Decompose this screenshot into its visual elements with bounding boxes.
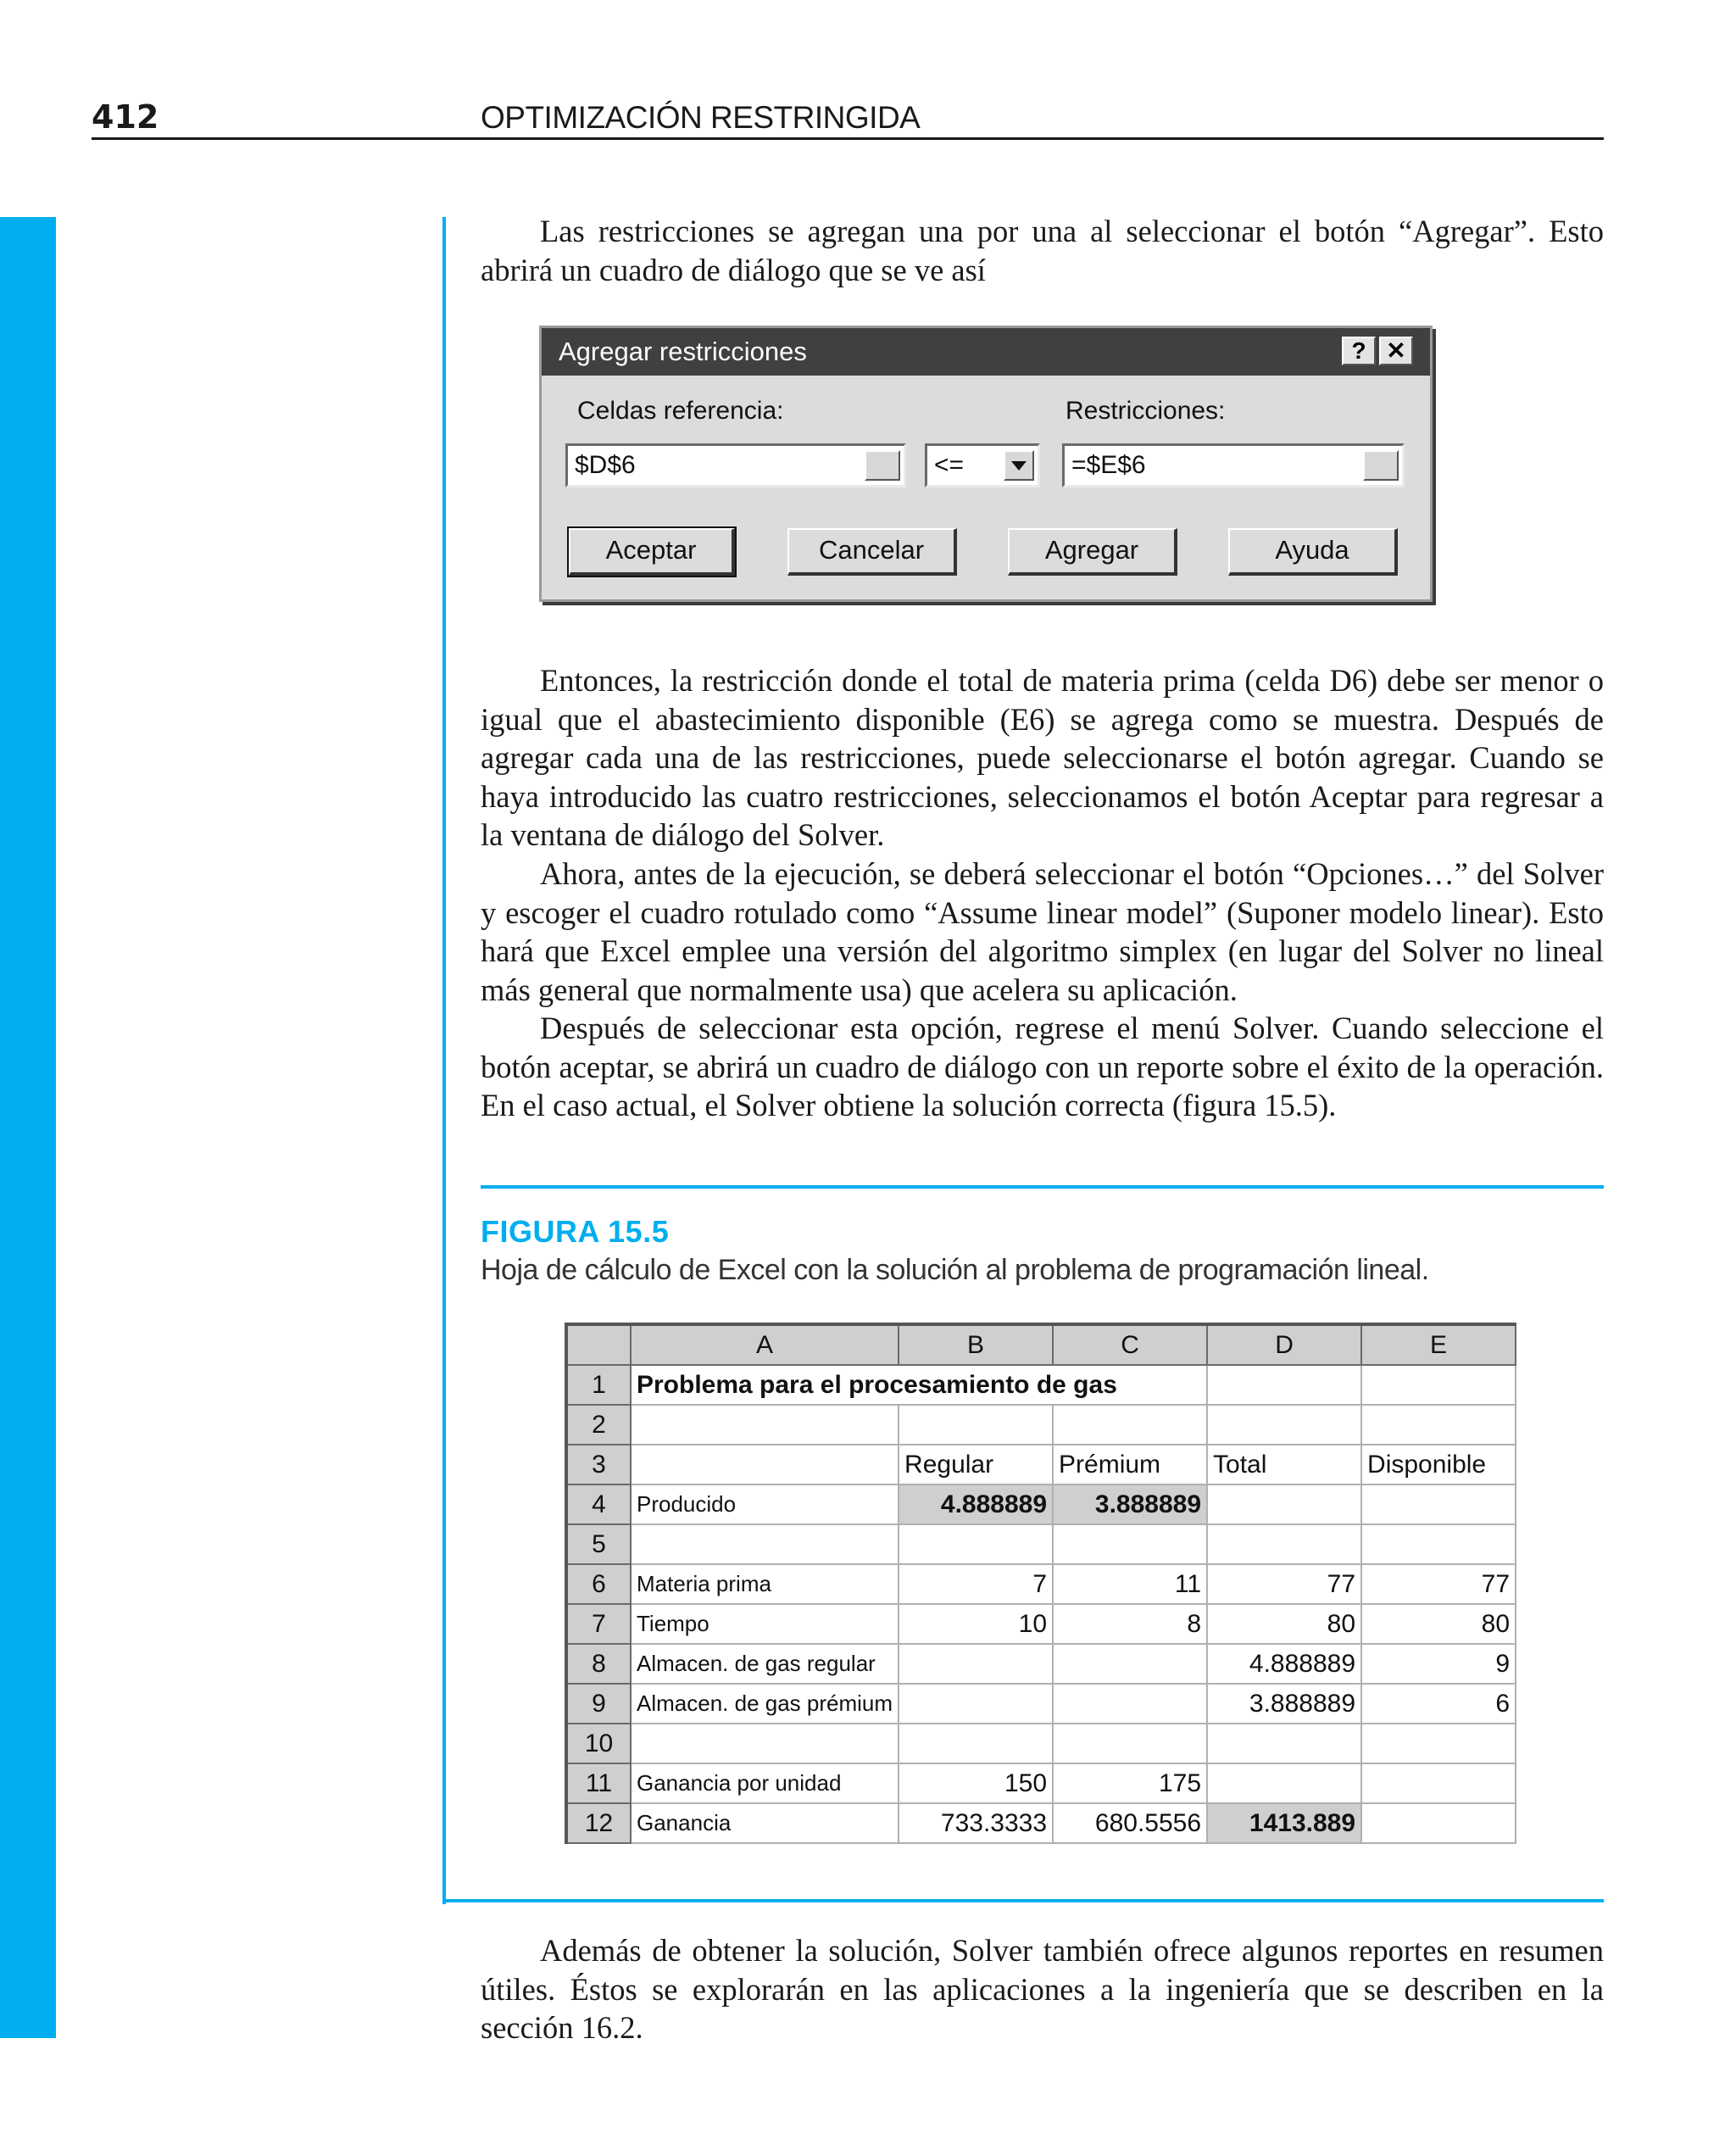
- cell[interactable]: [1361, 1405, 1516, 1445]
- row-header[interactable]: 1: [566, 1365, 631, 1405]
- cell[interactable]: [1053, 1405, 1207, 1445]
- collapse-dialog-icon[interactable]: [865, 450, 900, 481]
- constraint-input[interactable]: [1062, 443, 1405, 487]
- cell[interactable]: Regular: [899, 1445, 1053, 1484]
- cell-reference-input[interactable]: [565, 443, 906, 487]
- table-row: [566, 1604, 1516, 1644]
- cell[interactable]: [1053, 1684, 1207, 1724]
- cell[interactable]: Prémium: [1053, 1445, 1207, 1484]
- operator-value: <=: [934, 451, 965, 479]
- cell[interactable]: [1053, 1724, 1207, 1763]
- cell[interactable]: 11: [1053, 1564, 1207, 1604]
- cancel-button[interactable]: Cancelar: [787, 528, 957, 576]
- paragraph-4: Después de seleccionar esta opción, regrese el menú Solver. Cuando seleccione el botón aceptar, se abrirá un cuadro de diálogo con un reporte sobre el éxito de la operación. En el caso actual, el Solver obtiene la solución correcta (figura 15.5).: [481, 1011, 1604, 1122]
- figure-bottom-rule: [442, 1899, 1604, 1902]
- cell[interactable]: 3.888889: [1207, 1684, 1361, 1724]
- row-header[interactable]: 10: [566, 1724, 631, 1763]
- row-header[interactable]: 5: [566, 1524, 631, 1564]
- cell[interactable]: [1207, 1724, 1361, 1763]
- cell[interactable]: [631, 1524, 899, 1564]
- cell[interactable]: Almacen. de gas regular: [631, 1644, 899, 1684]
- table-row: [566, 1365, 1516, 1405]
- table-row: [566, 1763, 1516, 1803]
- cell-reference-value: $D$6: [575, 451, 636, 479]
- row-header[interactable]: 2: [566, 1405, 631, 1445]
- cell[interactable]: 4.888889: [1207, 1644, 1361, 1684]
- constraint-label: Restricciones:: [1066, 397, 1226, 425]
- cell[interactable]: 3.888889: [1053, 1484, 1207, 1524]
- dialog-title-bar: [542, 328, 1430, 376]
- cell-reference-label: Celdas referencia:: [577, 397, 784, 425]
- cell[interactable]: [1207, 1524, 1361, 1564]
- dialog-title: Agregar restricciones: [559, 337, 807, 366]
- cell[interactable]: 150: [899, 1763, 1053, 1803]
- table-row: [566, 1724, 1516, 1763]
- cell[interactable]: 8: [1053, 1604, 1207, 1644]
- cell[interactable]: [1361, 1724, 1516, 1763]
- cell[interactable]: [1207, 1484, 1361, 1524]
- table-row: [566, 1564, 1516, 1604]
- section-side-rule: [442, 217, 446, 1904]
- cell[interactable]: Materia prima: [631, 1564, 899, 1604]
- cell[interactable]: 680.5556: [1053, 1803, 1207, 1843]
- paragraph-5: Además de obtener la solución, Solver también ofrece algunos reportes en resumen útiles. Éstos se explorarán en las aplicaciones a la ingeniería que se describen en la sección 16.2.: [481, 1933, 1604, 2045]
- cell[interactable]: [631, 1724, 899, 1763]
- cell[interactable]: 7: [899, 1564, 1053, 1604]
- close-icon[interactable]: ✕: [1379, 337, 1413, 365]
- collapse-dialog-icon[interactable]: [1363, 450, 1399, 481]
- select-all-corner[interactable]: [566, 1324, 631, 1365]
- sheet-title-cell[interactable]: Problema para el procesamiento de gas: [631, 1365, 1207, 1405]
- row-header[interactable]: 6: [566, 1564, 631, 1604]
- chevron-down-icon[interactable]: [1004, 450, 1034, 481]
- paragraph-3: Ahora, antes de la ejecución, se deberá seleccionar el botón “Opciones…” del Solver y escoger el cuadro rotulado como “Assume linear model” (Suponer modelo linear). Esto hará que Excel emplee una versión del algoritmo simplex (en lugar del Solver no lineal más general que normalmente usa) que acelera su aplicación.: [481, 856, 1604, 1007]
- cell[interactable]: [1361, 1365, 1516, 1405]
- cell[interactable]: [899, 1684, 1053, 1724]
- cell[interactable]: 10: [899, 1604, 1053, 1644]
- spreadsheet-table: [565, 1323, 1516, 1844]
- cell[interactable]: Tiempo: [631, 1604, 899, 1644]
- ok-button[interactable]: Aceptar: [569, 528, 735, 576]
- operator-select[interactable]: [925, 443, 1040, 487]
- table-row: [566, 1644, 1516, 1684]
- cell[interactable]: Producido: [631, 1484, 899, 1524]
- cell[interactable]: 175: [1053, 1763, 1207, 1803]
- figure-caption: Hoja de cálculo de Excel con la solución al problema de programación lineal.: [481, 1254, 1429, 1286]
- row-header[interactable]: 11: [566, 1763, 631, 1803]
- table-row: [566, 1445, 1516, 1484]
- cell[interactable]: Ganancia: [631, 1803, 899, 1843]
- cell[interactable]: [1053, 1644, 1207, 1684]
- column-header[interactable]: E: [1361, 1324, 1516, 1365]
- page-number: 412: [92, 98, 159, 136]
- cell[interactable]: 733.3333: [899, 1803, 1053, 1843]
- column-header[interactable]: D: [1207, 1324, 1361, 1365]
- cell[interactable]: [1361, 1484, 1516, 1524]
- cell[interactable]: [1361, 1763, 1516, 1803]
- table-row: [566, 1524, 1516, 1564]
- cell[interactable]: [899, 1524, 1053, 1564]
- cell[interactable]: [1207, 1365, 1361, 1405]
- cell[interactable]: 6: [1361, 1684, 1516, 1724]
- table-row: [566, 1405, 1516, 1445]
- cell[interactable]: [899, 1724, 1053, 1763]
- margin-color-bar: [0, 217, 56, 2038]
- cell[interactable]: 77: [1361, 1564, 1516, 1604]
- cell[interactable]: [1361, 1524, 1516, 1564]
- cell[interactable]: 80: [1361, 1604, 1516, 1644]
- cell[interactable]: Disponible: [1361, 1445, 1516, 1484]
- column-header[interactable]: B: [899, 1324, 1053, 1365]
- table-row: [566, 1803, 1516, 1843]
- row-header[interactable]: 9: [566, 1684, 631, 1724]
- cell[interactable]: Almacen. de gas prémium: [631, 1684, 899, 1724]
- add-button[interactable]: Agregar: [1008, 528, 1177, 576]
- cell[interactable]: [631, 1405, 899, 1445]
- row-header[interactable]: 8: [566, 1644, 631, 1684]
- help-question-icon[interactable]: ?: [1342, 337, 1376, 365]
- add-constraint-dialog: [539, 326, 1433, 602]
- help-button[interactable]: Ayuda: [1228, 528, 1398, 576]
- cell[interactable]: [631, 1445, 899, 1484]
- cell[interactable]: [899, 1405, 1053, 1445]
- cell[interactable]: [1207, 1763, 1361, 1803]
- table-row: [566, 1684, 1516, 1724]
- row-header[interactable]: 12: [566, 1803, 631, 1843]
- cell[interactable]: 1413.889: [1207, 1803, 1361, 1843]
- figure-label: FIGURA 15.5: [481, 1214, 670, 1249]
- column-header[interactable]: C: [1053, 1324, 1207, 1365]
- row-header[interactable]: 7: [566, 1604, 631, 1644]
- column-header[interactable]: A: [631, 1324, 899, 1365]
- running-head: OPTIMIZACIÓN RESTRINGIDA: [481, 100, 921, 135]
- cell[interactable]: [1053, 1524, 1207, 1564]
- constraint-value: =$E$6: [1071, 451, 1146, 479]
- cell[interactable]: [1361, 1803, 1516, 1843]
- column-header-row: [566, 1324, 1516, 1365]
- cell[interactable]: Total: [1207, 1445, 1361, 1484]
- row-header[interactable]: 3: [566, 1445, 631, 1484]
- cell[interactable]: 9: [1361, 1644, 1516, 1684]
- paragraph-1: Las restricciones se agregan una por una al seleccionar el botón “Agregar”. Esto abrirá un cuadro de diálogo que se ve así: [481, 214, 1604, 287]
- cell[interactable]: [899, 1644, 1053, 1684]
- cell[interactable]: 4.888889: [899, 1484, 1053, 1524]
- row-header[interactable]: 4: [566, 1484, 631, 1524]
- cell[interactable]: 80: [1207, 1604, 1361, 1644]
- table-row: [566, 1484, 1516, 1524]
- paragraph-2: Entonces, la restricción donde el total de materia prima (celda D6) debe ser menor o igual que el abastecimiento disponible (E6) se agrega como se muestra. Después de agregar cada una de las restricciones, puede seleccionarse el botón agregar. Cuando se haya introducido las cuatro restricciones, seleccionamos el botón Aceptar para regresar a la ventana de diálogo del Solver.: [481, 663, 1604, 852]
- header-rule: [92, 137, 1604, 140]
- cell[interactable]: 77: [1207, 1564, 1361, 1604]
- figure-top-rule: [481, 1185, 1604, 1189]
- cell[interactable]: [1207, 1405, 1361, 1445]
- cell[interactable]: Ganancia por unidad: [631, 1763, 899, 1803]
